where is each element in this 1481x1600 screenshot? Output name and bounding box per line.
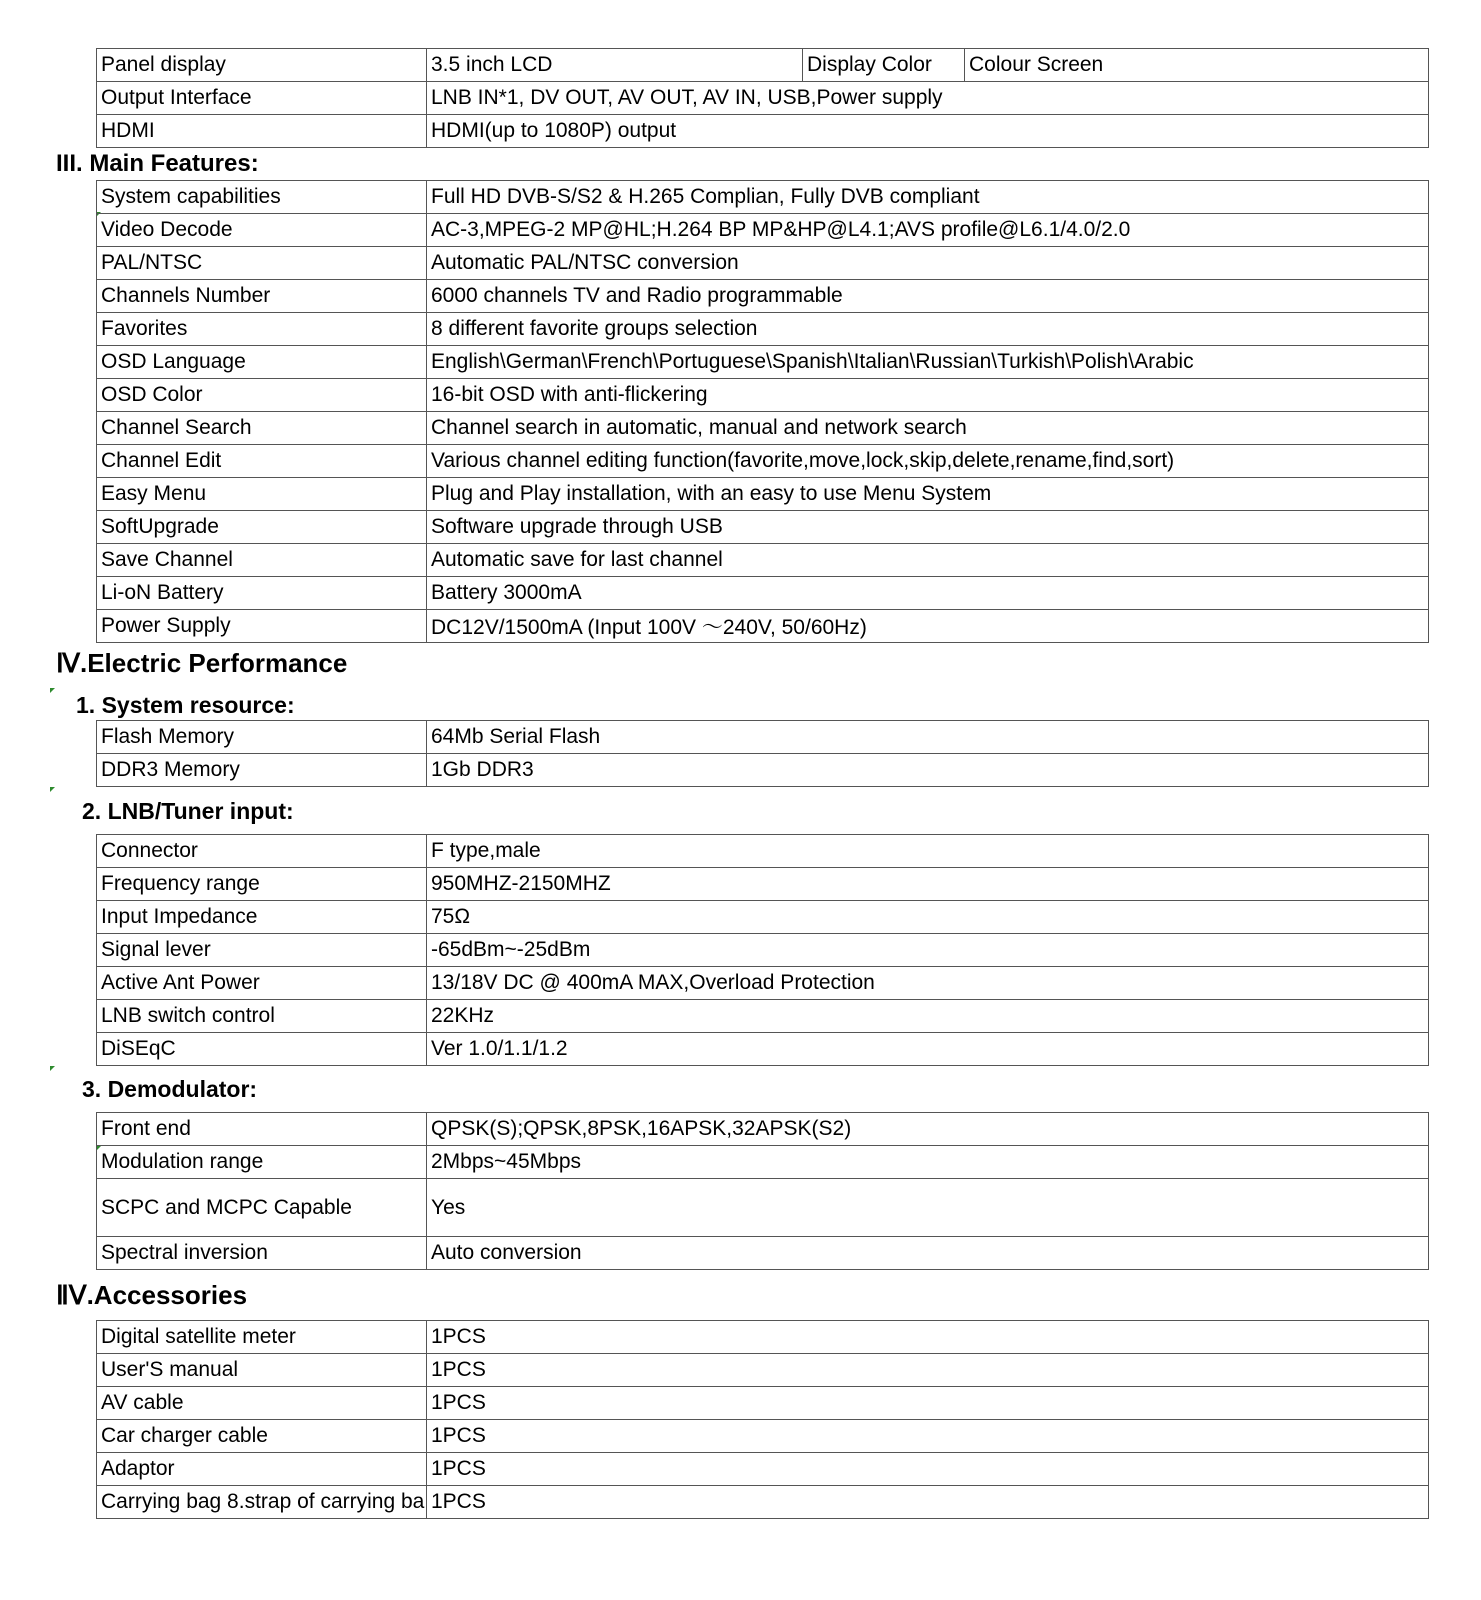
table-row [97,181,1429,214]
table-row [97,1179,1429,1237]
spec-value: Auto conversion [427,1237,1429,1270]
spec-value: 22KHz [427,1000,1429,1033]
spec-value: 1PCS [427,1387,1429,1420]
table-row [97,1486,1429,1519]
table-row [97,1354,1429,1387]
table-row [97,901,1429,934]
table-row [97,934,1429,967]
spec-label: Frequency range [97,868,427,901]
spec-value: Full HD DVB-S/S2 & H.265 Complian, Fully DVB compliant [427,181,1429,214]
spec-label: Panel display [97,49,427,82]
table-row [97,280,1429,313]
spec-value: Battery 3000mA [427,577,1429,610]
spec-label: SCPC and MCPC Capable [97,1179,427,1237]
section-heading-electric-performance: Ⅳ.Electric Performance [56,648,348,678]
table-row [97,445,1429,478]
spec-value: Ver 1.0/1.1/1.2 [427,1033,1429,1066]
table-row [97,610,1429,643]
table-row [97,835,1429,868]
spec-value: 1PCS [427,1453,1429,1486]
spec-value: DC12V/1500mA (Input 100V ～240V, 50/60Hz) [427,610,1429,643]
table-row [97,412,1429,445]
table-row [97,1321,1429,1354]
spec-label: Output Interface [97,82,427,115]
spec-value: QPSK(S);QPSK,8PSK,16APSK,32APSK(S2) [427,1113,1429,1146]
table-row [97,967,1429,1000]
table-row [97,379,1429,412]
spec-label: SoftUpgrade [97,511,427,544]
table-row [97,511,1429,544]
table-row [97,1453,1429,1486]
table-row [97,82,1429,115]
table-row [97,754,1429,787]
spec-label: Adaptor [97,1453,427,1486]
spec-value: 3.5 inch LCD [427,49,803,82]
spec-label: Channel Search [97,412,427,445]
table-row [97,577,1429,610]
spec-label: Spectral inversion [97,1237,427,1270]
table-row [97,1033,1429,1066]
spec-value: 1PCS [427,1321,1429,1354]
spec-label: Li-oN Battery [97,577,427,610]
spec-label: Digital satellite meter [97,1321,427,1354]
spec-value: 1Gb DDR3 [427,754,1429,787]
spec-value: Automatic PAL/NTSC conversion [427,247,1429,280]
spec-label: HDMI [97,115,427,148]
demodulator-table [96,1112,1429,1270]
spec-label: Front end [97,1113,427,1146]
spec-value: 6000 channels TV and Radio programmable [427,280,1429,313]
table-row [97,313,1429,346]
spec-label: DDR3 Memory [97,754,427,787]
spec-value: F type,male [427,835,1429,868]
system-resource-table [96,720,1429,787]
main-features-table [96,180,1429,643]
table-row [97,721,1429,754]
table-row [97,214,1429,247]
spec-value: AC-3,MPEG-2 MP@HL;H.264 BP MP&HP@L4.1;AVS profile@L6.1/4.0/2.0 [427,214,1429,247]
table-row [97,115,1429,148]
spec-label: Connector [97,835,427,868]
table-row [97,1387,1429,1420]
table-row [97,1113,1429,1146]
spec-value: 13/18V DC @ 400mA MAX,Overload Protection [427,967,1429,1000]
spec-label: Easy Menu [97,478,427,511]
spec-value: -65dBm~-25dBm [427,934,1429,967]
spec-label: Favorites [97,313,427,346]
cell-marker [50,688,55,693]
subheading-demodulator: 3. Demodulator: [82,1076,258,1102]
spec-value: Various channel editing function(favorite,move,lock,skip,delete,rename,find,sort) [427,445,1429,478]
table-row [97,247,1429,280]
spec-label: Power Supply [97,610,427,643]
spec-label: LNB switch control [97,1000,427,1033]
table-row [97,544,1429,577]
spec-value: 1PCS [427,1354,1429,1387]
cell-marker [50,1066,55,1071]
spec-value: Software upgrade through USB [427,511,1429,544]
spec-label: Flash Memory [97,721,427,754]
spec-value: 16-bit OSD with anti-flickering [427,379,1429,412]
spec-value: Plug and Play installation, with an easy to use Menu System [427,478,1429,511]
table-row [97,346,1429,379]
spec-label: Channel Edit [97,445,427,478]
spec-value: Channel search in automatic, manual and network search [427,412,1429,445]
table-row [97,49,1429,82]
table-row [97,1146,1429,1179]
accessories-table [96,1320,1429,1519]
table-row [97,478,1429,511]
section-heading-main-features: III. Main Features: [56,150,259,177]
table-row [97,868,1429,901]
spec-value: Yes [427,1179,1429,1237]
spec-label: AV cable [97,1387,427,1420]
spec-value: 1PCS [427,1486,1429,1519]
spec-value: English\German\French\Portuguese\Spanish\Italian\Russian\Turkish\Polish\Arabic [427,346,1429,379]
spec-label: Active Ant Power [97,967,427,1000]
spec-value: 950MHZ-2150MHZ [427,868,1429,901]
spec-label: Car charger cable [97,1420,427,1453]
spec-value: Colour Screen [965,49,1429,82]
spec-value: Automatic save for last channel [427,544,1429,577]
table-row [97,1420,1429,1453]
subheading-system-resource: 1. System resource: [76,692,295,718]
lnb-tuner-table [96,834,1429,1066]
subheading-lnb-tuner: 2. LNB/Tuner input: [82,798,294,824]
section-heading-accessories: ⅡⅤ.Accessories [56,1280,248,1310]
spec-label: Save Channel [97,544,427,577]
interface-table [96,48,1429,148]
spec-label: Display Color [803,49,965,82]
spec-value: HDMI(up to 1080P) output [427,115,1429,148]
spec-label: Channels Number [97,280,427,313]
spec-label: PAL/NTSC [97,247,427,280]
spec-label: System capabilities [97,181,427,214]
spec-label: DiSEqC [97,1033,427,1066]
spec-label: Modulation range [97,1146,427,1179]
spec-label: Video Decode [97,214,427,247]
spec-value: 75Ω [427,901,1429,934]
spec-value: 1PCS [427,1420,1429,1453]
spec-value: 64Mb Serial Flash [427,721,1429,754]
spec-value: 8 different favorite groups selection [427,313,1429,346]
spec-label: Signal lever [97,934,427,967]
spec-value: LNB IN*1, DV OUT, AV OUT, AV IN, USB,Power supply [427,82,1429,115]
spec-label: Input Impedance [97,901,427,934]
spec-label: OSD Language [97,346,427,379]
spec-label: User'S manual [97,1354,427,1387]
table-row [97,1237,1429,1270]
cell-marker [50,787,55,792]
spec-value: 2Mbps~45Mbps [427,1146,1429,1179]
table-row [97,1000,1429,1033]
spec-label: Carrying bag 8.strap of carrying ba [97,1486,427,1519]
spec-label: OSD Color [97,379,427,412]
